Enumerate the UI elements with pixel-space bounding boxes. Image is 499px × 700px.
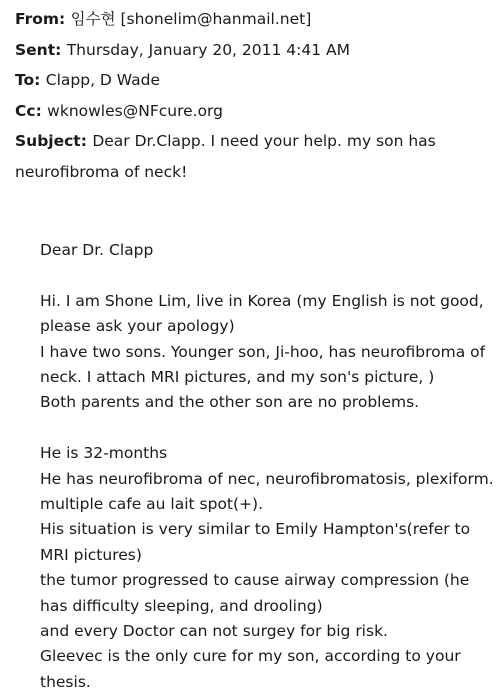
body-line: Hi. I am Shone Lim, live in Korea (my English is not good, <box>40 291 484 310</box>
sent-row <box>15 35 490 66</box>
to-row <box>15 65 490 96</box>
body-line: neck. I attach MRI pictures, and my son's picture, ) <box>40 368 435 387</box>
body-line: Both parents and the other son are no problems. <box>40 393 420 412</box>
from-label: From: <box>15 10 71 28</box>
body-line: Gleevec is the only cure for my son, according to your <box>40 647 461 666</box>
greeting: Dear Dr. Clapp <box>40 241 154 259</box>
message-body <box>40 238 494 695</box>
body-line: multiple cafe au lait spot(+). <box>40 495 264 514</box>
to-label: To: <box>15 71 46 89</box>
subject-row <box>15 126 490 157</box>
body-line: He has neurofibroma of nec, neurofibromatosis, plexiform. <box>40 469 494 488</box>
body-line: MRI pictures) <box>40 545 142 564</box>
sent-label: Sent: <box>15 40 67 59</box>
cc-label: Cc: <box>15 101 48 120</box>
body-line: He is 32-months <box>40 444 168 463</box>
body-line: the tumor progressed to cause airway compression (he <box>40 571 470 590</box>
body-line: thesis. <box>40 672 91 691</box>
to-value: Clapp, D Wade <box>45 71 160 89</box>
body-line: I have two sons. Younger son, Ji-hoo, has neurofibroma of <box>40 342 486 361</box>
sent-value: Thursday, January 20, 2011 4:41 AM <box>66 40 350 59</box>
paragraph-gap <box>40 416 480 441</box>
subject-row-continued <box>15 157 490 188</box>
email-header <box>15 4 490 187</box>
body-line: please ask your apology) <box>40 317 235 336</box>
cc-row <box>15 96 490 127</box>
cc-value: wknowles@NFcure.org <box>47 101 223 120</box>
from-row <box>15 4 490 35</box>
body-line: His situation is very similar to Emily Hampton's(refer to <box>40 520 471 539</box>
subject-value-line2: neurofibroma of neck! <box>15 162 188 181</box>
subject-label: Subject: <box>15 132 93 150</box>
body-line: and every Doctor can not surgey for big risk. <box>40 622 388 641</box>
body-line: has difficulty sleeping, and drooling) <box>40 596 323 615</box>
paragraph-gap <box>40 263 480 288</box>
subject-value-line1: Dear Dr.Clapp. I need your help. my son has <box>92 132 436 150</box>
from-value: 임수현 [shonelim@hanmail.net] <box>70 10 312 28</box>
